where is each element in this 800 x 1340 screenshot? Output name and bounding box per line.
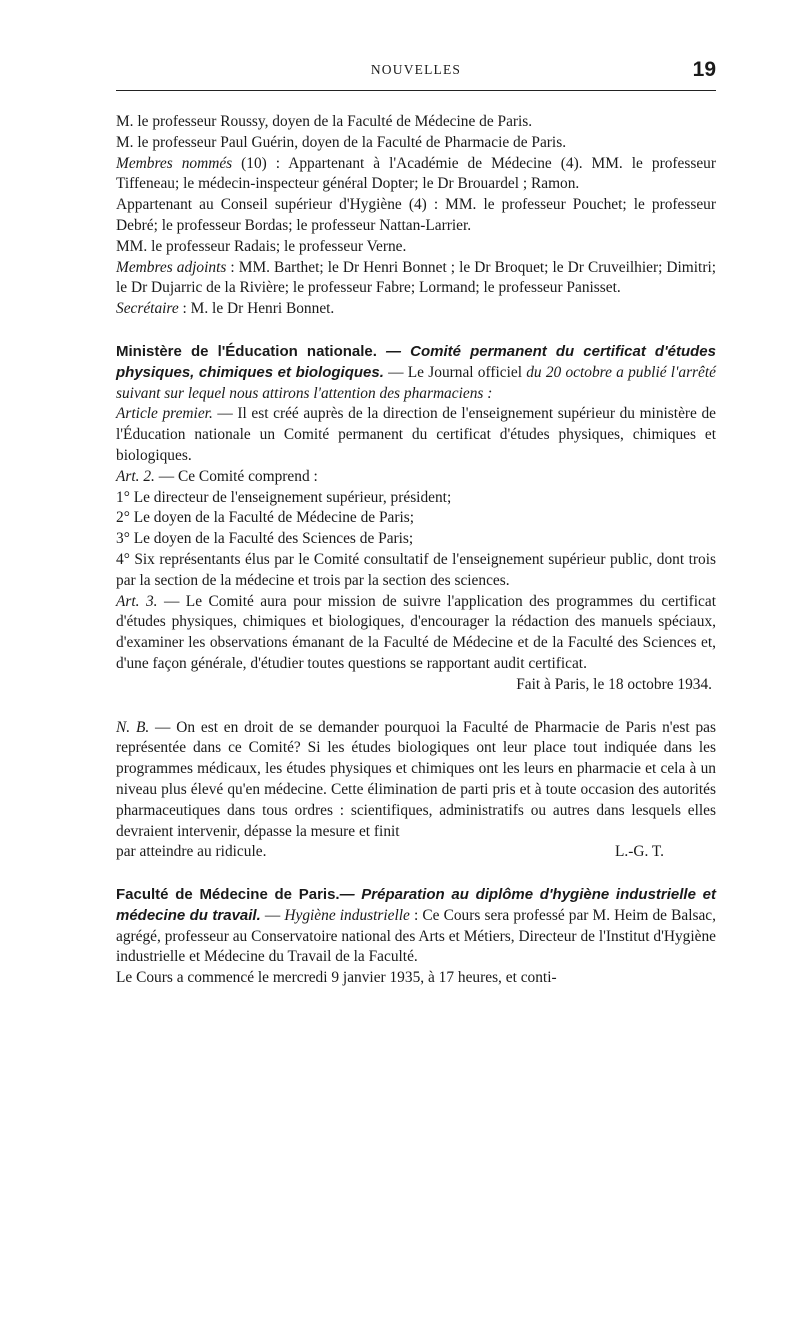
- nota-bene-label: N. B.: [116, 718, 150, 736]
- mm-radais-verne: MM. le professeur Radais; le professeur Verne.: [116, 237, 407, 255]
- article-2-label: Art. 2.: [116, 467, 155, 485]
- comite-item-2: 2° Le doyen de la Faculté de Médecine de Paris;: [116, 509, 415, 527]
- article-3: [116, 592, 716, 675]
- faculte-course-label: Hygiène industrielle: [284, 906, 410, 924]
- article-2: [116, 467, 716, 488]
- article-2-text: — Ce Comité comprend :: [154, 467, 318, 485]
- membres-nommes: [116, 154, 716, 196]
- spacer: [116, 320, 716, 342]
- faculte-heading: [116, 885, 716, 968]
- ministere-subtitle: — Comité permanent du certificat d'études physiques, chimiques et biologiques.: [116, 342, 716, 381]
- spacer: [116, 863, 716, 885]
- nota-bene-closing: par atteindre au ridicule.: [116, 843, 267, 861]
- ministere-intro-b: Journal officiel: [424, 363, 522, 381]
- article-3-label: Art. 3.: [116, 592, 158, 610]
- ministere-title: Ministère de l'Éducation nationale.: [116, 342, 377, 360]
- nota-bene-text: — On est en droit de se demander pourquoi la Faculté de Pharmacie de Paris n'est pas représentée dans ce Comité? Si les études biologiques ont leur place tout indiquée dans les programmes médicaux, les études physiques et chimiques ont les leurs en pharmacie et cela à un niveau plus élevé qu'en médecine. Cette élimination de parti pris et à toute occasion des autorités pharmaceutiques dans tous ordres : scientifiques, administratifs ou autres dans lesquels elles devraient intervenir, dépasse la mesure et finit: [116, 718, 717, 840]
- article-premier-text: — Il est créé auprès de la direction de l'enseignement supérieur du ministère de l'Éducation nationale un Comité permanent du certificat d'études physiques, chimiques et biologiques.: [116, 405, 716, 464]
- ministere-intro-c: du 20 octobre a publié l'arrêté suivant sur lequel nous attirons l'attention des pharmaciens :: [116, 363, 716, 402]
- running-title: NOUVELLES: [370, 62, 462, 77]
- membres-nommes-label: Membres nommés: [116, 154, 233, 172]
- nota-bene-last-line: [116, 842, 716, 863]
- council-line-roussy: M. le professeur Roussy, doyen de la Faculté de Médecine de Paris.: [116, 113, 533, 130]
- secretaire-label: Secrétaire: [116, 300, 179, 318]
- comite-item-4: 4° Six représentants élus par le Comité consultatif de l'enseignement supérieur public, dont trois par la section de la médecine et trois par la section des sciences.: [116, 550, 716, 589]
- comite-item-3: 3° Le doyen de la Faculté des Sciences de Paris;: [116, 530, 414, 548]
- faculte-last-line: Le Cours a commencé le mercredi 9 janvier 1935, à 17 heures, et conti-: [116, 969, 557, 987]
- article-3-text: — Le Comité aura pour mission de suivre l'application des programmes du certificat d'études physiques, chimiques et biologiques, d'encourager la rédaction des manuels spéciaux, d'examiner les observations émanant de la Faculté de Médecine et de la Faculté des Sciences et, d'une façon générale, d'étudier toutes questions se rapportant audit certificat.: [116, 592, 716, 672]
- council-line-guerin: M. le professeur Paul Guérin, doyen de la Faculté de Pharmacie de Paris.: [116, 133, 567, 151]
- article-body: [116, 112, 716, 989]
- faculte-course-text: : Ce Cours sera professé par M. Heim de Balsac, agrégé, professeur au Conservatoire national des Arts et Métiers, Directeur de l'Institut d'Hygiène industrielle et Médecine du Travail de la Faculté.: [116, 906, 716, 966]
- spacer: [116, 696, 716, 718]
- article-premier: [116, 404, 716, 466]
- ministere-heading: [116, 342, 716, 404]
- faculte-title: Faculté de Médecine de Paris.: [116, 886, 340, 904]
- secretaire-text: : M. le Dr Henri Bonnet.: [178, 300, 335, 318]
- header-rule: [116, 90, 716, 91]
- membres-adjoints-text: : MM. Barthet; le Dr Henri Bonnet ; le Dr Broquet; le Dr Cruveilhier; Dimitri; le Dr Dujarric de la Rivière; le professeur Fabre; Lormand; le professeur Panisset.: [116, 258, 717, 297]
- ministere-intro-a: — Le: [383, 363, 425, 381]
- nota-bene: [116, 718, 716, 843]
- faculte-subtitle: — Préparation au diplôme d'hygiène industrielle et médecine du travail.: [116, 886, 716, 924]
- conseil-hygiene: Appartenant au Conseil supérieur d'Hygiène (4) : MM. le professeur Pouchet; le professeur Debré; le professeur Bordas; le professeur Nattan-Larrier.: [116, 196, 716, 234]
- faculte-dash: —: [260, 906, 285, 924]
- membres-nommes-text: (10) : Appartenant à l'Académie de Médecine (4). MM. le professeur Tiffeneau; le médecin-inspecteur général Dopter; le Dr Brouardel ; Ramon.: [116, 154, 716, 193]
- secretaire: [116, 299, 716, 320]
- membres-adjoints: [116, 258, 716, 300]
- article-premier-label: Article premier.: [116, 405, 213, 423]
- page-number: 19: [692, 58, 716, 81]
- membres-adjoints-label: Membres adjoints: [116, 258, 227, 276]
- page-header: [116, 58, 716, 84]
- date-line: Fait à Paris, le 18 octobre 1934.: [516, 675, 712, 693]
- comite-item-1: 1° Le directeur de l'enseignement supérieur, président;: [116, 488, 452, 506]
- signature: L.-G. T.: [614, 843, 664, 861]
